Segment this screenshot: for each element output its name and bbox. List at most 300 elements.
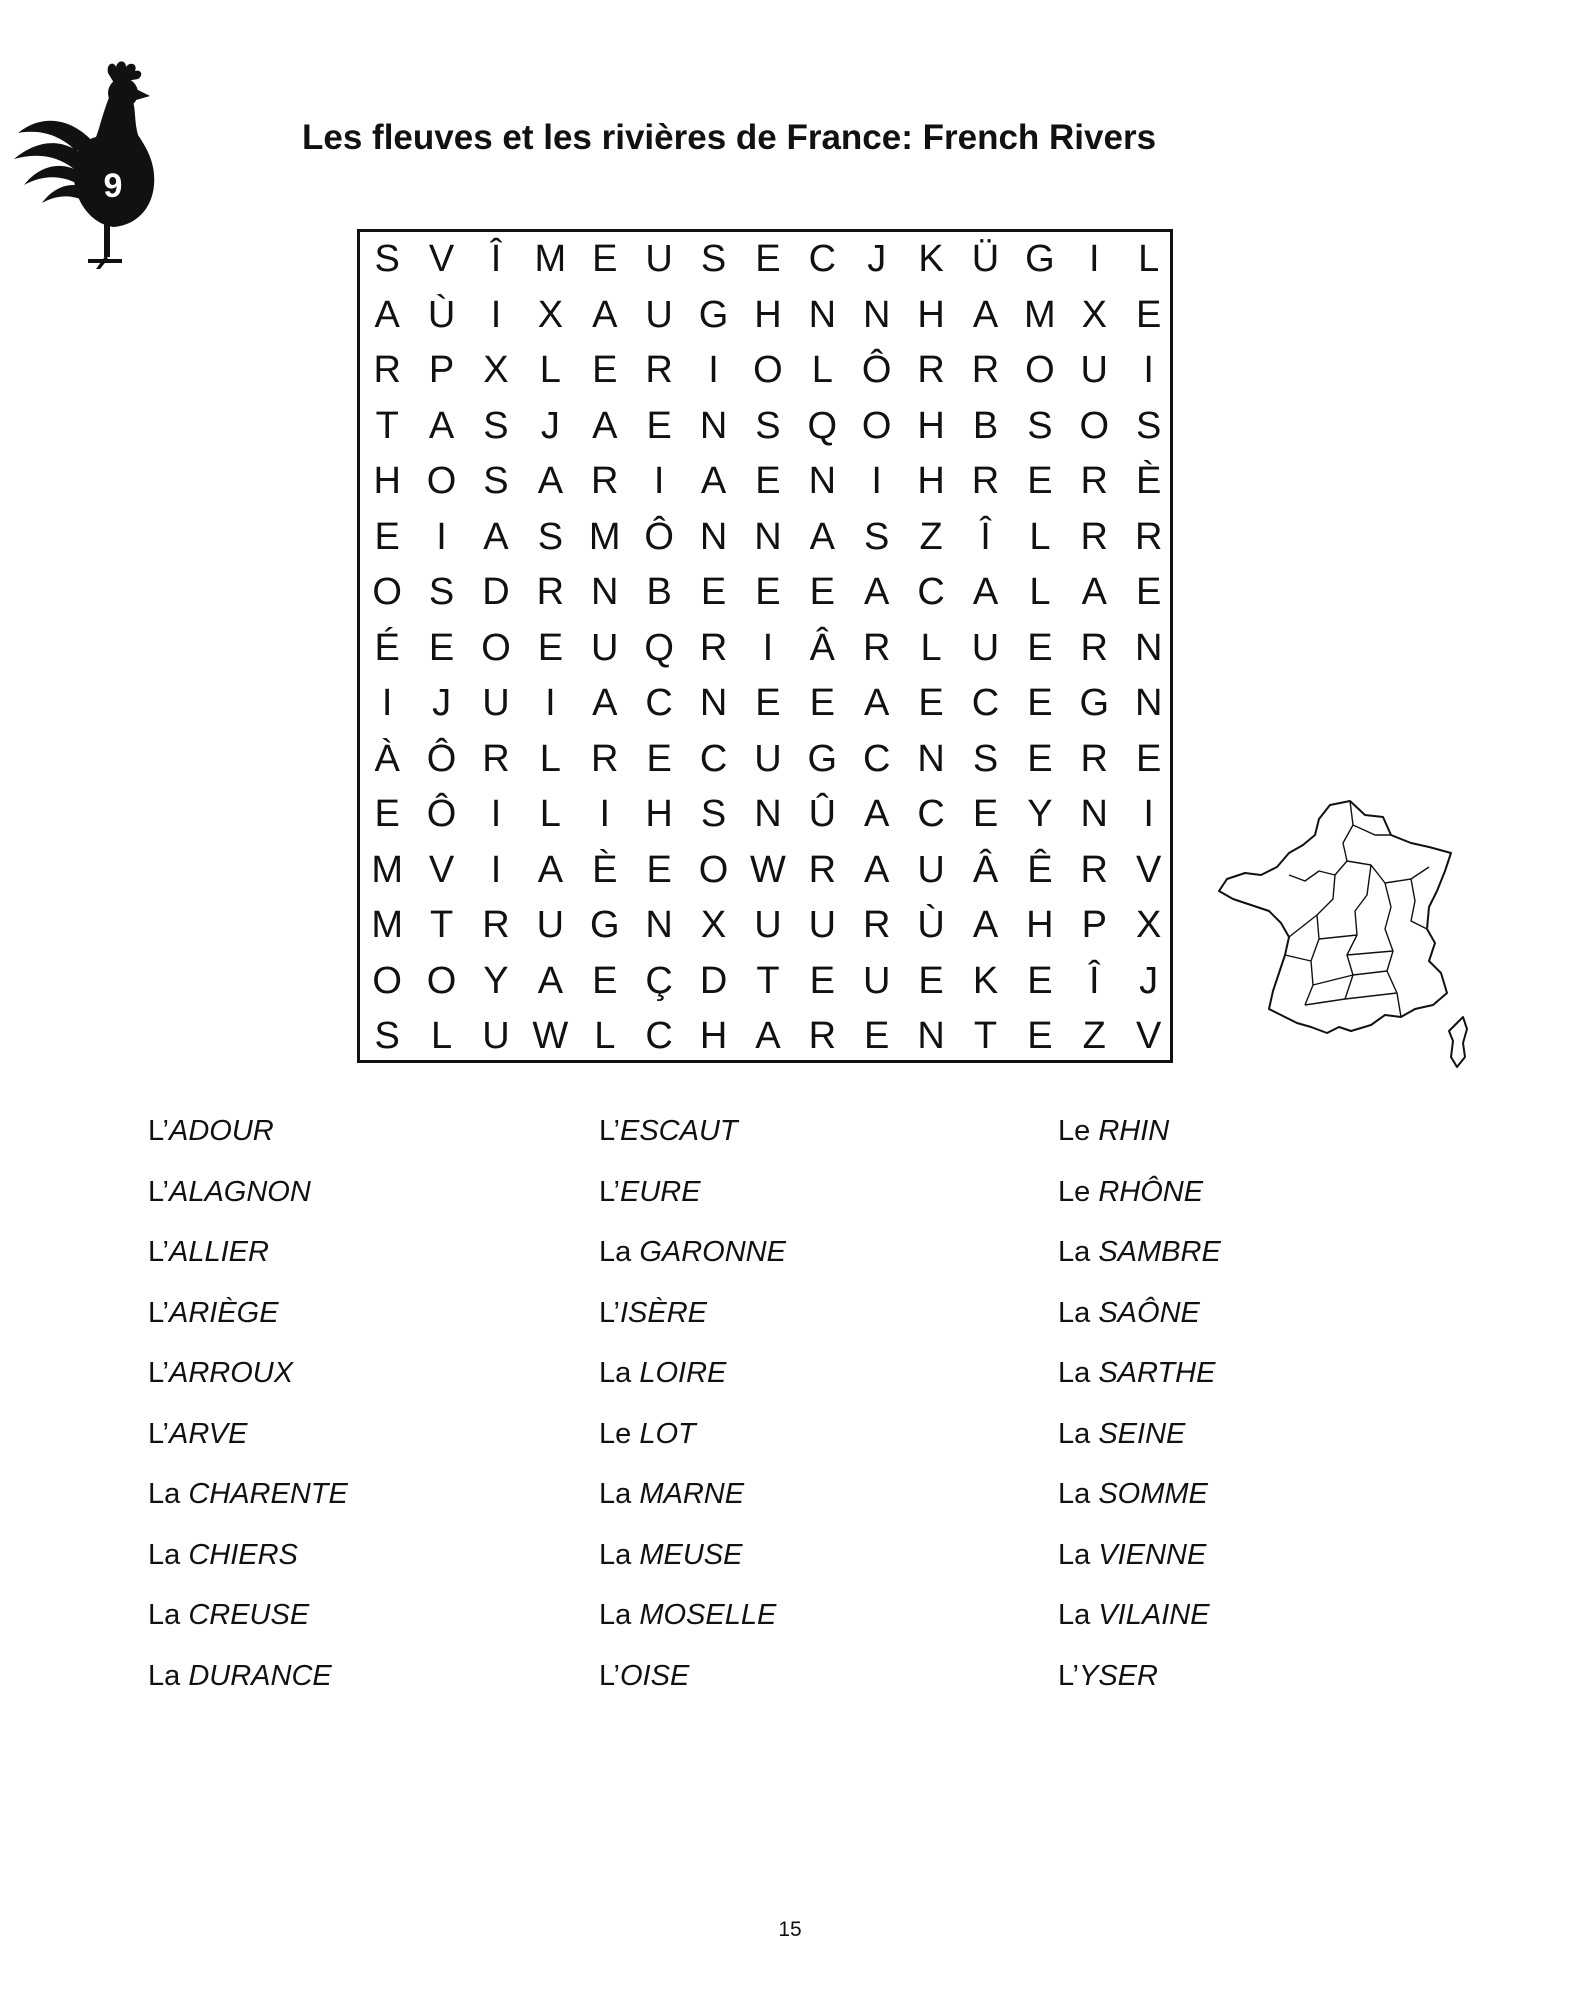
grid-letter: I xyxy=(1143,793,1154,836)
word-article: Le xyxy=(599,1417,640,1450)
grid-letter: E xyxy=(700,571,727,614)
grid-letter: V xyxy=(1135,848,1162,891)
grid-letter: S xyxy=(1135,404,1162,447)
grid-letter: I xyxy=(871,460,882,503)
grid-letter: N xyxy=(917,737,945,780)
word-list-item xyxy=(599,1660,1019,1721)
grid-letter: R xyxy=(536,571,565,614)
word-list-item xyxy=(599,1115,1019,1176)
river-name: ISÈRE xyxy=(619,1296,708,1329)
grid-letter: A xyxy=(483,515,509,558)
grid-letter: G xyxy=(1025,238,1055,281)
word-article: L’ xyxy=(1058,1659,1079,1692)
grid-letter: U xyxy=(645,238,673,281)
grid-letter: X xyxy=(483,349,509,392)
grid-letter: A xyxy=(755,1015,781,1058)
grid-letter: W xyxy=(749,848,786,891)
word-article: La xyxy=(148,1599,189,1631)
word-article: La xyxy=(1058,1357,1099,1389)
word-list-item xyxy=(1058,1660,1478,1721)
grid-letter: U xyxy=(482,682,510,725)
word-list-item xyxy=(1058,1236,1478,1297)
grid-letter: S xyxy=(864,515,890,558)
grid-letter: Ù xyxy=(917,904,945,947)
grid-letter: A xyxy=(592,404,618,447)
grid-letter: R xyxy=(482,904,510,947)
grid-letter: H xyxy=(1026,904,1054,947)
river-name: LOIRE xyxy=(639,1357,727,1389)
grid-letter: U xyxy=(482,1015,510,1058)
word-list xyxy=(148,1115,1448,1735)
word-list-item xyxy=(148,1357,568,1418)
word-article: L’ xyxy=(148,1175,169,1208)
river-name: ALAGNON xyxy=(168,1175,311,1208)
word-list-item xyxy=(599,1176,1019,1237)
grid-letter: E xyxy=(537,626,564,669)
grid-letter: I xyxy=(490,793,502,836)
grid-letter: S xyxy=(537,515,564,558)
grid-letter: Z xyxy=(1082,1015,1106,1058)
grid-letter: E xyxy=(592,349,618,392)
grid-letter: V xyxy=(428,238,455,281)
grid-letter: J xyxy=(540,404,560,447)
grid-letter: A xyxy=(537,959,564,1002)
grid-letter: A xyxy=(537,848,564,891)
word-list-item xyxy=(148,1115,568,1176)
grid-letter: S xyxy=(483,404,509,447)
grid-letter: U xyxy=(536,904,565,947)
grid-letter: H xyxy=(373,460,401,503)
grid-letter: E xyxy=(428,626,455,669)
word-list-item xyxy=(599,1539,1019,1600)
grid-letter: Ê xyxy=(1027,848,1053,891)
grid-letter: È xyxy=(1135,460,1162,503)
grid-letter: E xyxy=(755,238,781,281)
grid-letter: U xyxy=(754,904,782,947)
grid-letter: L xyxy=(539,737,561,780)
grid-letter: C xyxy=(808,238,837,281)
grid-letter: G xyxy=(1079,682,1110,725)
river-name: ALLIER xyxy=(168,1236,269,1268)
grid-letter: D xyxy=(699,959,728,1002)
grid-letter: A xyxy=(864,571,890,614)
grid-letter: Û xyxy=(808,793,837,836)
grid-letter: I xyxy=(490,293,502,336)
grid-letter: N xyxy=(699,404,728,447)
grid-letter: R xyxy=(862,626,891,669)
grid-letter: T xyxy=(756,959,780,1002)
grid-letter: R xyxy=(917,349,945,392)
grid-letter: X xyxy=(700,904,727,947)
grid-letter: R xyxy=(971,349,1000,392)
grid-letter: R xyxy=(862,904,891,947)
grid-letter: E xyxy=(1135,737,1162,780)
grid-letter: I xyxy=(436,515,447,558)
grid-letter: C xyxy=(699,737,728,780)
grid-letter: J xyxy=(867,238,887,281)
grid-letter: Y xyxy=(483,959,509,1002)
river-name: MARNE xyxy=(639,1478,745,1510)
word-article: L’ xyxy=(599,1175,620,1208)
grid-letter: L xyxy=(1029,515,1051,558)
word-list-item xyxy=(599,1236,1019,1297)
river-name: CHARENTE xyxy=(188,1478,348,1510)
grid-letter: R xyxy=(699,626,728,669)
grid-letter: L xyxy=(539,349,561,392)
word-list-item xyxy=(1058,1418,1478,1479)
word-list-item xyxy=(148,1176,568,1237)
grid-letter: H xyxy=(754,293,782,336)
grid-letter: N xyxy=(591,571,619,614)
grid-letter: Ô xyxy=(644,515,674,558)
grid-letter: M xyxy=(371,904,404,947)
word-article: L’ xyxy=(148,1296,169,1329)
grid-letter: S xyxy=(374,1015,400,1058)
grid-letter: H xyxy=(917,404,945,447)
word-article: La xyxy=(1058,1599,1099,1631)
grid-letter: E xyxy=(1027,682,1053,725)
grid-letter: H xyxy=(917,293,945,336)
grid-letter: U xyxy=(808,904,837,947)
grid-letter: N xyxy=(1134,626,1163,669)
grid-letter: S xyxy=(700,793,727,836)
river-name: ESCAUT xyxy=(619,1115,738,1147)
grid-letter: E xyxy=(918,682,944,725)
river-name: ADOUR xyxy=(168,1115,274,1147)
word-list-item xyxy=(599,1357,1019,1418)
word-article: La xyxy=(1058,1478,1099,1510)
grid-letter: I xyxy=(1143,349,1154,392)
grid-letter: M xyxy=(588,515,621,558)
grid-letter: Ô xyxy=(426,737,457,780)
grid-letter: O xyxy=(861,404,892,447)
grid-letter: N xyxy=(699,682,728,725)
grid-letter: S xyxy=(1027,404,1053,447)
word-search-grid xyxy=(357,229,1173,1063)
grid-letter: N xyxy=(1080,793,1108,836)
grid-letter: R xyxy=(808,848,837,891)
river-name: CHIERS xyxy=(188,1538,298,1571)
grid-letter: C xyxy=(917,571,945,614)
word-column-3 xyxy=(1058,1115,1478,1720)
grid-letter: L xyxy=(1138,238,1160,281)
grid-letter: E xyxy=(592,238,618,281)
grid-letter: R xyxy=(1080,515,1108,558)
word-article: La xyxy=(599,1599,640,1631)
grid-letter: E xyxy=(646,404,672,447)
grid-letter: À xyxy=(374,737,400,780)
grid-letter: E xyxy=(1027,959,1053,1002)
grid-letter: O xyxy=(372,959,402,1002)
grid-letter: G xyxy=(698,293,729,336)
grid-letter: Ù xyxy=(427,293,456,336)
grid-letter: Â xyxy=(972,848,999,891)
grid-letter: L xyxy=(594,1015,616,1058)
word-list-item xyxy=(599,1418,1019,1479)
word-article: La xyxy=(148,1538,189,1571)
river-name: EURE xyxy=(619,1175,701,1208)
grid-letter: E xyxy=(1135,571,1162,614)
word-article: L’ xyxy=(148,1115,169,1147)
grid-letter: E xyxy=(1027,1015,1053,1058)
grid-letter: H xyxy=(917,460,945,503)
word-article: La xyxy=(1058,1538,1099,1571)
grid-letter: X xyxy=(1081,293,1107,336)
grid-letter: E xyxy=(1135,293,1162,336)
grid-letter: I xyxy=(708,349,719,392)
grid-letter: E xyxy=(646,848,672,891)
grid-letter: E xyxy=(1027,460,1053,503)
grid-letter: Ô xyxy=(861,349,892,392)
grid-letter: Î xyxy=(980,515,991,558)
word-column-2 xyxy=(599,1115,1019,1720)
grid-letter: D xyxy=(482,571,510,614)
word-list-item xyxy=(1058,1115,1478,1176)
grid-letter: C xyxy=(971,682,1000,725)
river-name: VIENNE xyxy=(1098,1538,1207,1571)
grid-letter: N xyxy=(1134,682,1163,725)
grid-letter: U xyxy=(917,848,945,891)
word-list-item xyxy=(1058,1539,1478,1600)
river-name: LOT xyxy=(639,1417,696,1450)
word-article: La xyxy=(599,1478,640,1510)
grid-letter: R xyxy=(971,460,1000,503)
river-name: ARIÈGE xyxy=(168,1296,279,1329)
grid-letter: Q xyxy=(644,626,674,669)
grid-letter: A xyxy=(592,682,618,725)
grid-letter: O xyxy=(481,626,511,669)
grid-letter: L xyxy=(431,1015,453,1058)
grid-letter: L xyxy=(920,626,942,669)
grid-letter: O xyxy=(372,571,402,614)
word-list-item xyxy=(1058,1297,1478,1358)
grid-letter: O xyxy=(1025,349,1055,392)
grid-letter: P xyxy=(428,349,455,392)
river-name: ARROUX xyxy=(168,1357,294,1389)
word-article: La xyxy=(148,1478,189,1510)
word-article: L’ xyxy=(599,1659,620,1692)
grid-letter: N xyxy=(754,793,782,836)
river-name: OISE xyxy=(619,1659,690,1692)
word-article: L’ xyxy=(148,1357,169,1389)
river-name: YSER xyxy=(1078,1659,1158,1692)
grid-letter: Î xyxy=(490,238,502,281)
word-article: Le xyxy=(1058,1175,1099,1208)
river-name: RHIN xyxy=(1098,1115,1170,1147)
grid-letter: A xyxy=(428,404,455,447)
word-article: La xyxy=(599,1538,640,1571)
grid-letter: U xyxy=(754,737,782,780)
word-list-item xyxy=(148,1478,568,1539)
word-article: La xyxy=(599,1236,640,1268)
grid-letter: A xyxy=(972,293,999,336)
grid-letter: A xyxy=(864,793,890,836)
grid-letter: H xyxy=(645,793,673,836)
grid-letter: G xyxy=(807,737,838,780)
page-number: 15 xyxy=(778,1918,802,1941)
grid-letter: I xyxy=(599,793,611,836)
grid-letter: E xyxy=(918,959,944,1002)
grid-letter: C xyxy=(645,1015,673,1058)
grid-letter: K xyxy=(918,238,944,281)
grid-letter: S xyxy=(700,238,727,281)
river-name: SARTHE xyxy=(1098,1357,1216,1389)
grid-letter: R xyxy=(482,737,510,780)
grid-letter: O xyxy=(753,349,783,392)
grid-letter: Ü xyxy=(971,238,1000,281)
grid-letter: T xyxy=(375,404,399,447)
grid-letter: N xyxy=(645,904,673,947)
grid-letter: E xyxy=(809,571,835,614)
grid-letter: I xyxy=(381,682,393,725)
grid-letter: R xyxy=(373,349,401,392)
grid-letter: A xyxy=(864,848,890,891)
grid-letter: V xyxy=(428,848,455,891)
word-article: L’ xyxy=(148,1417,169,1450)
grid-letter: A xyxy=(1081,571,1107,614)
grid-letter: E xyxy=(972,793,999,836)
grid-letter: U xyxy=(1080,349,1108,392)
grid-letter: N xyxy=(699,515,728,558)
grid-letter: N xyxy=(808,460,837,503)
grid-letter: U xyxy=(971,626,1000,669)
word-list-item xyxy=(1058,1599,1478,1660)
river-name: RHÔNE xyxy=(1098,1175,1204,1208)
river-name: MOSELLE xyxy=(639,1599,777,1631)
grid-letter: X xyxy=(1135,904,1162,947)
grid-letter: Â xyxy=(809,626,835,669)
river-name: SAÔNE xyxy=(1098,1296,1200,1329)
river-name: DURANCE xyxy=(188,1659,332,1692)
grid-letter: E xyxy=(864,1015,890,1058)
word-list-item xyxy=(148,1539,568,1600)
grid-letter: E xyxy=(809,682,835,725)
word-list-item xyxy=(1058,1176,1478,1237)
grid-letter: I xyxy=(490,848,502,891)
word-list-item xyxy=(1058,1357,1478,1418)
grid-letter: Z xyxy=(919,515,943,558)
grid-letter: R xyxy=(591,460,619,503)
grid-letter: I xyxy=(762,626,774,669)
river-name: SAMBRE xyxy=(1098,1236,1221,1268)
grid-letter: I xyxy=(545,682,556,725)
word-article: La xyxy=(599,1357,640,1389)
grid-letter: R xyxy=(645,349,673,392)
word-list-item xyxy=(599,1599,1019,1660)
grid-letter: O xyxy=(698,848,729,891)
river-name: ARVE xyxy=(168,1417,248,1450)
word-column-1 xyxy=(148,1115,568,1720)
river-name: VILAINE xyxy=(1098,1599,1210,1631)
grid-letter: É xyxy=(374,626,400,669)
grid-letter: N xyxy=(862,293,891,336)
word-list-item xyxy=(599,1478,1019,1539)
grid-letter: E xyxy=(755,571,781,614)
river-name: SOMME xyxy=(1098,1478,1208,1510)
france-map-icon xyxy=(1215,795,1475,1070)
grid-letter: A xyxy=(864,682,890,725)
grid-letter: U xyxy=(862,959,891,1002)
grid-letter: I xyxy=(1088,238,1100,281)
grid-letter: O xyxy=(426,959,457,1002)
grid-letter: E xyxy=(1027,626,1053,669)
grid-letter: K xyxy=(972,959,999,1002)
river-name: MEUSE xyxy=(639,1538,743,1571)
word-article: Le xyxy=(1058,1115,1099,1147)
grid-letter: R xyxy=(1134,515,1163,558)
word-list-item xyxy=(148,1236,568,1297)
word-list-item xyxy=(148,1297,568,1358)
grid-letter: Y xyxy=(1027,793,1053,836)
grid-letter: L xyxy=(1029,571,1051,614)
grid-letter: Ô xyxy=(426,793,457,836)
word-article: La xyxy=(1058,1417,1099,1450)
grid-letter: A xyxy=(592,293,618,336)
grid-letter: S xyxy=(428,571,455,614)
grid-letter: T xyxy=(429,904,454,947)
grid-letter: M xyxy=(371,848,404,891)
grid-letter: E xyxy=(374,515,400,558)
grid-letter: R xyxy=(1080,848,1108,891)
grid-letter: E xyxy=(646,737,672,780)
word-list-item xyxy=(148,1418,568,1479)
word-list-item xyxy=(148,1660,568,1721)
grid-letter: L xyxy=(811,349,833,392)
grid-letter: A xyxy=(374,293,400,336)
grid-letter: G xyxy=(589,904,620,947)
grid-letter: B xyxy=(646,571,672,614)
grid-letter: J xyxy=(432,682,452,725)
grid-letter: C xyxy=(645,682,673,725)
grid-letter: M xyxy=(534,238,567,281)
grid-letter: A xyxy=(972,571,999,614)
rooster-icon xyxy=(10,55,170,270)
grid-letter: U xyxy=(591,626,619,669)
grid-letter: U xyxy=(645,293,673,336)
grid-letter: O xyxy=(1079,404,1110,447)
grid-letter: R xyxy=(591,737,619,780)
grid-letter: H xyxy=(699,1015,728,1058)
word-article: L’ xyxy=(599,1296,620,1329)
chapter-number: 9 xyxy=(103,167,123,205)
grid-letter: E xyxy=(374,793,400,836)
word-list-item xyxy=(148,1599,568,1660)
grid-letter: S xyxy=(755,404,781,447)
grid-letter: V xyxy=(1135,1015,1162,1058)
grid-letter: R xyxy=(808,1015,837,1058)
grid-letter: I xyxy=(653,460,665,503)
grid-letter: Î xyxy=(1088,959,1100,1002)
grid-letter: E xyxy=(755,682,781,725)
grid-letter: P xyxy=(1081,904,1107,947)
grid-letter: N xyxy=(917,1015,945,1058)
grid-letter: A xyxy=(809,515,835,558)
grid-letter: W xyxy=(532,1015,569,1058)
word-article: L’ xyxy=(148,1236,169,1268)
grid-letter: Q xyxy=(807,404,838,447)
grid-letter: C xyxy=(862,737,891,780)
river-name: SEINE xyxy=(1098,1417,1186,1450)
grid-letter: L xyxy=(539,793,561,836)
grid-letter: O xyxy=(426,460,457,503)
grid-letter: È xyxy=(592,848,618,891)
grid-letter: E xyxy=(755,460,781,503)
grid-letter: A xyxy=(700,460,727,503)
word-article: La xyxy=(148,1659,189,1692)
grid-letter: R xyxy=(1080,626,1108,669)
river-name: GARONNE xyxy=(639,1236,786,1268)
grid-letter: Ç xyxy=(645,959,673,1002)
